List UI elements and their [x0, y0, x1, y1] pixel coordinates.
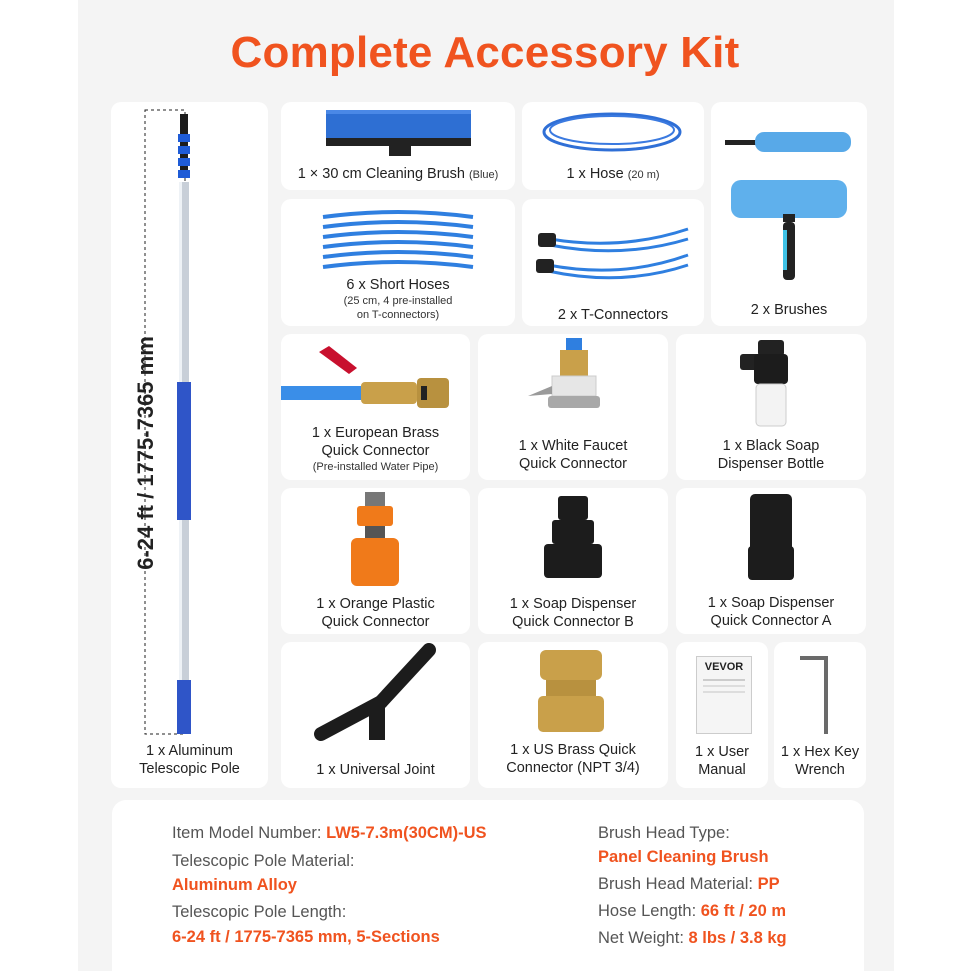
pole-dimension-text: 6-24 ft / 1775-7365 mm	[133, 336, 158, 570]
euro-brass-label	[285, 424, 466, 474]
us-brass-line2: Connector (NPT 3/4)	[506, 760, 640, 776]
euro-brass-card	[281, 334, 470, 480]
orange-plastic-line1: 1 x Orange Plastic	[316, 596, 435, 612]
euro-brass-line2: Quick Connector	[321, 443, 430, 459]
orange-plastic-card	[281, 488, 470, 634]
spec-length-label: Telescopic Pole Length:	[172, 903, 347, 921]
soap-bottle-line1: 1 x Black Soap	[722, 438, 820, 454]
hose-image	[522, 102, 704, 162]
spec-panel	[112, 800, 864, 971]
hex-key-image	[774, 642, 866, 742]
hex-key-line1: 1 x Hex Key	[780, 744, 860, 760]
pole-label	[115, 742, 264, 778]
short-hoses-card	[281, 199, 515, 326]
t-connectors-label: 2 x T-Connectors	[557, 307, 669, 323]
orange-plastic-line2: Quick Connector	[321, 614, 430, 630]
brushes-image	[711, 102, 867, 292]
soap-b-line1: 1 x Soap Dispenser	[509, 596, 637, 612]
brush-label	[285, 165, 511, 184]
spec-model: Item Model Number: LW5-7.3m(30CM)-US	[172, 824, 487, 842]
brush-label-main: 1 × 30 cm Cleaning Brush	[297, 166, 465, 182]
soap-b-line2: Quick Connector B	[512, 614, 634, 630]
spec-net-weight: Net Weight: 8 lbs / 3.8 kg	[598, 929, 787, 947]
spec-brush-type-label: Brush Head Type:	[598, 824, 730, 842]
spec-material-value: Aluminum Alloy	[172, 876, 297, 894]
hex-key-line2: Wrench	[795, 762, 845, 778]
soap-connector-a-image	[676, 488, 866, 588]
spec-length-value: 6-24 ft / 1775-7365 mm, 5-Sections	[172, 928, 440, 946]
us-brass-card	[478, 642, 668, 788]
cleaning-brush-image	[281, 104, 515, 164]
white-faucet-line2: Quick Connector	[519, 456, 627, 472]
white-faucet-image	[478, 334, 668, 424]
hose-label-note: (20 m)	[627, 169, 660, 181]
soap-a-line2: Quick Connector A	[710, 613, 832, 629]
soap-bottle-image	[676, 334, 866, 434]
soap-a-card	[676, 488, 866, 634]
short-hoses-note2: on T-connectors)	[356, 309, 440, 321]
spec-material-label: Telescopic Pole Material:	[172, 852, 355, 870]
hose-card	[522, 102, 704, 190]
universal-joint-image	[281, 642, 470, 752]
hose-label-main: 1 x Hose	[566, 166, 624, 182]
euro-brass-image	[281, 334, 470, 422]
universal-joint-card	[281, 642, 470, 788]
brushes-label: 2 x Brushes	[750, 302, 828, 318]
short-hoses-note1: (25 cm, 4 pre-installed	[343, 295, 453, 307]
brush-card	[281, 102, 515, 190]
pole-label-line2: Telescopic Pole	[139, 761, 240, 777]
manual-brand: VEVOR	[704, 661, 744, 673]
white-faucet-card	[478, 334, 668, 480]
soap-a-label	[680, 594, 862, 630]
page-title: Complete Accessory Kit	[230, 28, 740, 77]
hex-key-card	[774, 642, 866, 788]
soap-bottle-card	[676, 334, 866, 480]
soap-a-line1: 1 x Soap Dispenser	[707, 595, 835, 611]
manual-line2: Manual	[698, 762, 746, 778]
short-hoses-label	[285, 276, 511, 322]
pole-card	[111, 102, 268, 788]
pole-label-line1: 1 x Aluminum	[145, 743, 234, 759]
universal-joint-label: 1 x Universal Joint	[316, 762, 435, 778]
orange-plastic-image	[281, 488, 470, 598]
spec-hose-length: Hose Length: 66 ft / 20 m	[598, 902, 787, 920]
hose-label	[526, 165, 700, 184]
manual-label	[680, 743, 764, 779]
soap-bottle-label	[680, 437, 862, 473]
orange-plastic-label	[285, 595, 466, 631]
white-faucet-label	[482, 437, 664, 473]
brushes-card	[711, 102, 867, 326]
t-connectors-image	[522, 199, 704, 299]
t-connectors-card	[522, 199, 704, 326]
spec-brush-type-value: Panel Cleaning Brush	[598, 848, 769, 866]
manual-image	[696, 656, 752, 734]
euro-brass-line1: 1 x European Brass	[311, 425, 440, 441]
manual-line1: 1 x User	[695, 744, 749, 760]
us-brass-image	[478, 642, 668, 738]
manual-card	[676, 642, 768, 788]
brush-label-note: (Blue)	[468, 169, 499, 181]
us-brass-label	[482, 741, 664, 777]
hex-key-label	[778, 743, 862, 779]
spec-brush-material: Brush Head Material: PP	[598, 875, 780, 893]
soap-b-label	[482, 595, 664, 631]
soap-bottle-line2: Dispenser Bottle	[717, 456, 825, 472]
soap-b-card	[478, 488, 668, 634]
soap-connector-b-image	[478, 488, 668, 588]
short-hoses-label-main: 6 x Short Hoses	[346, 277, 450, 293]
short-hoses-image	[281, 199, 515, 279]
us-brass-line1: 1 x US Brass Quick	[510, 742, 636, 758]
euro-brass-note: (Pre-installed Water Pipe)	[312, 461, 439, 473]
white-faucet-line1: 1 x White Faucet	[518, 438, 628, 454]
